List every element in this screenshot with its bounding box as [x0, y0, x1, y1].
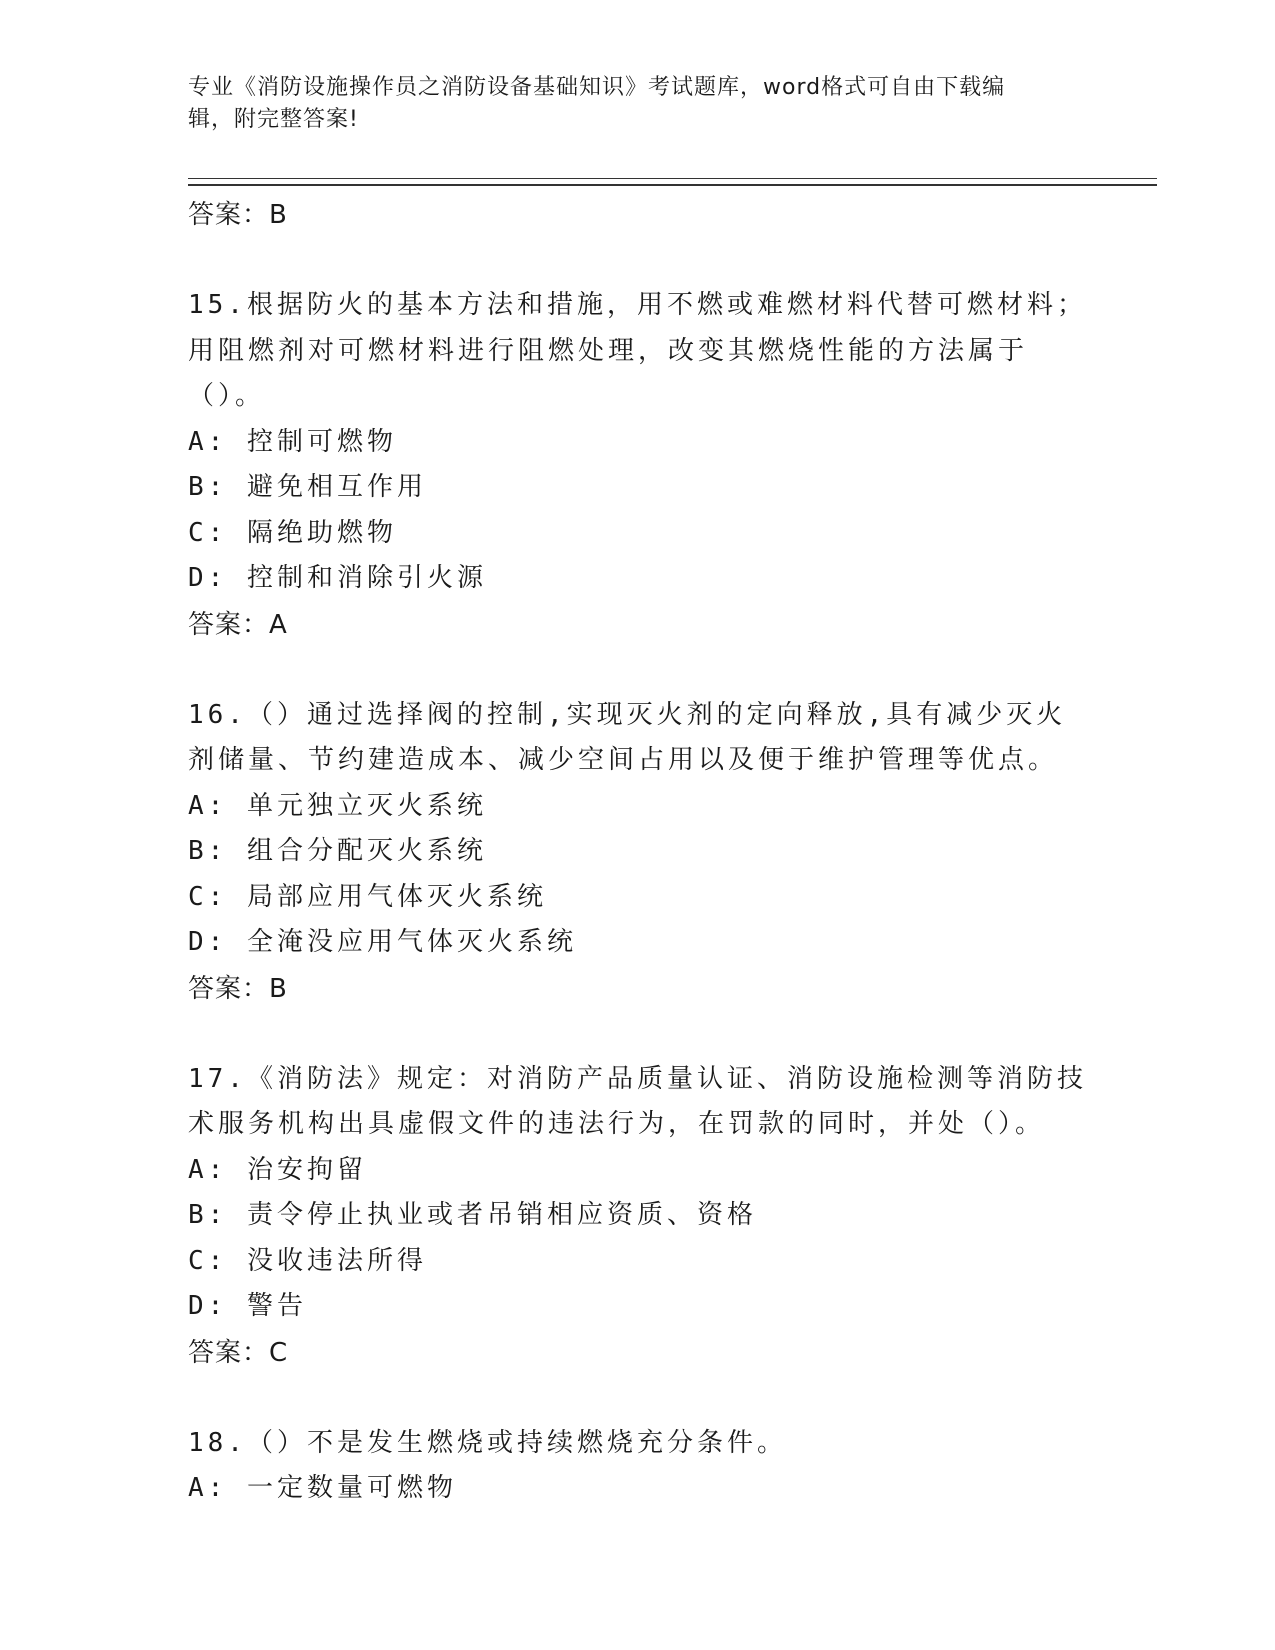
header-divider	[188, 178, 1157, 186]
answer-label: 答案：B	[188, 973, 288, 1004]
option-b: B: 组合分配灭火系统	[188, 836, 487, 866]
option-a: A: 治安拘留	[188, 1154, 367, 1185]
question-item	[188, 693, 1088, 1012]
question-text: 16.（）通过选择阀的控制,实现灭火剂的定向释放,具有减少灭火剂储量、节约建造成本、减少空间占用以及便于维护管理等优点。	[188, 699, 1067, 775]
option-a: A: 一定数量可燃物	[188, 1473, 457, 1503]
option-d: D: 全淹没应用气体灭火系统	[188, 927, 577, 957]
option-d: D: 警告	[188, 1291, 307, 1321]
option-a: A: 单元独立灭火系统	[188, 790, 487, 821]
option-d: D: 控制和消除引火源	[188, 563, 487, 593]
option-c: C: 局部应用气体灭火系统	[188, 881, 547, 912]
header-line-2: 辑，附完整答案!	[188, 107, 359, 132]
answer-label: 答案：B	[188, 200, 288, 230]
option-a: A: 控制可燃物	[188, 426, 397, 457]
question-item	[188, 283, 1088, 648]
answer-label: 答案：C	[188, 1337, 289, 1368]
header-line-1: 专业《消防设施操作员之消防设备基础知识》考试题库，word格式可自由下载编	[188, 75, 1006, 100]
question-text: 15.根据防火的基本方法和措施，用不燃或难燃材料代替可燃材料；用阻燃剂对可燃材料进行阻燃处理，改变其燃烧性能的方法属于（）。	[188, 290, 1087, 411]
question-item	[188, 1057, 1088, 1376]
question-text: 17.《消防法》规定：对消防产品质量认证、消防设施检测等消防技术服务机构出具虚假文件的违法行为，在罚款的同时，并处（）。	[188, 1063, 1087, 1139]
option-b: B: 避免相互作用	[188, 472, 427, 502]
question-list	[188, 192, 1088, 1512]
question-item	[188, 1421, 1088, 1512]
option-c: C: 隔绝助燃物	[188, 517, 397, 548]
option-b: B: 责令停止执业或者吊销相应资质、资格	[188, 1200, 757, 1230]
answer-label: 答案：A	[188, 609, 288, 640]
page-header	[188, 72, 1068, 136]
option-c: C: 没收违法所得	[188, 1245, 427, 1276]
question-text: 18.（）不是发生燃烧或持续燃烧充分条件。	[188, 1427, 787, 1458]
